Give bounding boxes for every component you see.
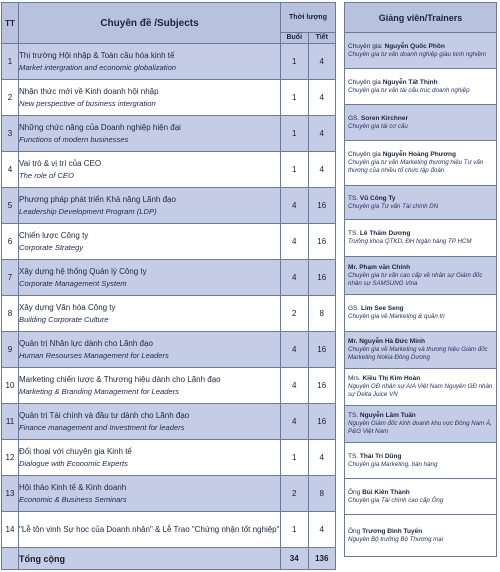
- subject-en: Economic & Business Seminars: [19, 494, 127, 504]
- trainer-name-line: [348, 115, 493, 123]
- subject-vn: Xây dựng hệ thống Quản lý Công ty: [19, 266, 147, 276]
- trainer-prefix: Ông: [348, 527, 363, 535]
- sessions-cell: 4: [281, 368, 309, 404]
- subject-vn: Quản trị Nhân lực dành cho Lãnh đạo: [19, 338, 153, 348]
- trainer-name: Nguyễn Tất Thịnh: [382, 78, 438, 86]
- trainer-name-line: [348, 528, 493, 536]
- trainer-cell: [345, 443, 497, 479]
- subject-row: [2, 188, 336, 224]
- subject-row: [2, 476, 336, 512]
- trainer-row: [345, 105, 497, 141]
- trainer-desc: Nguyên Giám đốc kinh doanh khu vực Đông Nam Á, P&G Việt Nam: [348, 420, 492, 435]
- trainer-row: [345, 186, 497, 220]
- total-periods: 136: [308, 548, 336, 570]
- trainer-row: [345, 69, 497, 105]
- trainer-name: Kiều Thị Kim Hoàn: [362, 375, 421, 382]
- subject-cell: [19, 332, 281, 368]
- trainer-name-line: [348, 195, 493, 203]
- trainer-cell: [345, 295, 497, 332]
- periods-cell: 16: [308, 224, 336, 260]
- trainer-name: Thái Trí Dũng: [359, 452, 402, 460]
- subject-vn: Nhận thức mới về Kinh doanh hội nhập: [19, 86, 159, 96]
- sessions-cell: 4: [281, 404, 309, 440]
- trainer-name: Mr. Phạm văn Chính: [348, 263, 411, 271]
- trainer-prefix: TS.: [348, 194, 360, 202]
- subject-row: [2, 368, 336, 404]
- periods-cell: 8: [308, 476, 336, 512]
- trainer-name: Lê Thẩm Dương: [359, 230, 411, 237]
- trainer-name-line: [348, 375, 493, 383]
- subject-row: [2, 260, 336, 296]
- row-number: 11: [2, 404, 19, 440]
- trainer-name-line: [348, 305, 493, 313]
- trainer-desc: Chuyên gia Tài chính cao cấp Ông: [348, 496, 444, 504]
- trainer-prefix: TS.: [348, 452, 360, 460]
- row-number: 3: [2, 116, 19, 152]
- trainer-desc: Chuyên gia tư vấn Marketing thương hiệu Tư vấn thương của nhiều tổ chức tập đoàn: [348, 159, 484, 174]
- trainer-row: [345, 141, 497, 186]
- subject-vn: Những chức năng của Doanh nghiệp hiện đại: [19, 122, 181, 132]
- subject-row: [2, 440, 336, 476]
- subject-vn: Xây dựng Văn hóa Công ty: [19, 302, 116, 312]
- trainer-prefix: Chuyên gia: [348, 78, 383, 86]
- trainer-name-line: [348, 338, 493, 346]
- sessions-cell: 1: [281, 44, 309, 80]
- trainer-name-line: [348, 264, 493, 272]
- subject-en: Finance management and Investment for leaders: [19, 422, 185, 432]
- subject-vn: Quản trị Tài chính và đầu tư dành cho Lãnh đạo: [19, 410, 190, 420]
- trainer-prefix: GS.: [348, 114, 362, 122]
- trainer-desc: Chuyên gia tư vấn doanh nghiệp giàu kinh nghiệm: [348, 50, 487, 58]
- trainer-desc: Chuyên gia tư vấn cao cấp về nhân sự Giám đốc nhân sự SAMSUNG Vina: [348, 271, 483, 287]
- trainer-row: [345, 332, 497, 369]
- subject-cell: [19, 368, 281, 404]
- row-number: 6: [2, 224, 19, 260]
- trainer-desc: Nguyên GĐ nhân sự AIA Việt Nam Nguyên GĐ nhân sự Delta Juice VN: [348, 383, 493, 398]
- subject-vn: "Lễ tôn vinh Sự học của Doanh nhân" & Lễ Trao "Chứng nhận tốt nghiệp": [19, 524, 280, 534]
- subject-vn: Marketing chiến lược & Thương hiệu dành cho Lãnh đạo: [19, 374, 221, 384]
- trainer-name-line: [348, 79, 493, 87]
- trainer-cell: [345, 257, 497, 295]
- subject-en: Marketing & Branding Management for Leaders: [19, 386, 179, 396]
- trainer-desc: Chuyên gia về Marketing & quản trị: [348, 313, 445, 320]
- subject-cell: [19, 44, 281, 80]
- trainer-cell: [345, 332, 497, 369]
- trainer-row: [345, 220, 497, 257]
- subject-row: [2, 224, 336, 260]
- sessions-cell: 1: [281, 152, 309, 188]
- trainer-name-line: [348, 489, 493, 497]
- sessions-cell: 1: [281, 440, 309, 476]
- subject-cell: [19, 224, 281, 260]
- periods-cell: 4: [308, 440, 336, 476]
- trainer-prefix: TS.: [348, 412, 360, 419]
- trainer-name: Vũ Công Ty: [359, 194, 396, 202]
- row-number: 13: [2, 476, 19, 512]
- subject-cell: [19, 404, 281, 440]
- trainer-name: Lim See Seng: [361, 305, 404, 312]
- row-number: 1: [2, 44, 19, 80]
- trainer-prefix: GS.: [348, 305, 362, 312]
- periods-cell: 4: [308, 512, 336, 548]
- total-row: [2, 548, 336, 570]
- sessions-cell: 1: [281, 512, 309, 548]
- sessions-cell: 4: [281, 260, 309, 296]
- row-number: 12: [2, 440, 19, 476]
- row-number: 14: [2, 512, 19, 548]
- trainer-name-line: [348, 453, 493, 461]
- header-duration: Thời lượng: [281, 3, 336, 33]
- subject-cell: [19, 512, 281, 548]
- trainer-prefix: Chuyên gia: [348, 151, 383, 158]
- trainer-name: Bùi Kiên Thành: [362, 488, 410, 496]
- subject-row: [2, 116, 336, 152]
- trainer-desc: Chuyên gia tái cơ cấu: [348, 122, 408, 130]
- periods-cell: 16: [308, 332, 336, 368]
- subject-cell: [19, 296, 281, 332]
- row-number: 5: [2, 188, 19, 224]
- subject-row: [2, 332, 336, 368]
- trainer-desc: Chuyên gia về Marketing và thương hiệu Giám đốc Marketing Nokia Đông Dương: [348, 346, 488, 361]
- trainer-name: Mr. Nguyễn Hà Đức Minh: [348, 338, 425, 345]
- subject-vn: Phương pháp phát triển Khả năng Lãnh đạo: [19, 194, 176, 204]
- sessions-cell: 4: [281, 332, 309, 368]
- subject-vn: Hội thảo Kinh tế & Kinh doanh: [19, 482, 127, 492]
- subject-en: Corporate Management System: [19, 278, 127, 288]
- trainers-table: [344, 2, 497, 557]
- sessions-cell: 4: [281, 224, 309, 260]
- header-sessions: Buổi: [281, 33, 309, 44]
- total-sessions: 34: [281, 548, 309, 570]
- trainer-cell: [345, 141, 497, 186]
- trainer-row: [345, 369, 497, 406]
- trainer-cell: [345, 406, 497, 443]
- periods-cell: 16: [308, 260, 336, 296]
- trainer-desc: Trưởng khoa QTKD, ĐH Ngân hàng TP HCM: [348, 238, 472, 245]
- trainer-name: Nguyễn Quốc Phồn: [384, 42, 445, 50]
- trainer-row: [345, 479, 497, 515]
- header-tt: TT: [2, 3, 19, 44]
- subject-en: The role of CEO: [19, 170, 74, 180]
- trainer-cell: [345, 105, 497, 141]
- periods-cell: 8: [308, 296, 336, 332]
- trainer-cell: [345, 186, 497, 220]
- subject-row: [2, 296, 336, 332]
- subject-cell: [19, 260, 281, 296]
- trainer-name: Nguyễn Hoàng Phương: [382, 151, 456, 158]
- periods-cell: 16: [308, 404, 336, 440]
- subject-en: Building Corporate Culture: [19, 314, 109, 324]
- trainer-row: [345, 443, 497, 479]
- subject-row: [2, 404, 336, 440]
- trainer-prefix: Ông: [348, 488, 363, 496]
- trainer-row: [345, 257, 497, 295]
- subject-en: Leadership Development Program (LDP): [19, 206, 157, 216]
- trainer-name-line: [348, 230, 493, 238]
- subject-cell: [19, 152, 281, 188]
- subject-en: New perspective of business intergration: [19, 98, 156, 108]
- subject-en: Functions of modern businesses: [19, 134, 129, 144]
- subject-vn: Thị trường Hội nhập & Toàn cầu hóa kinh tế: [19, 50, 175, 60]
- subjects-body: [2, 44, 336, 548]
- periods-cell: 4: [308, 80, 336, 116]
- subject-vn: Vai trò & vị trí của CEO: [19, 158, 102, 168]
- subject-cell: [19, 440, 281, 476]
- header-subject: Chuyên đề /Subjects: [19, 3, 281, 44]
- subject-cell: [19, 116, 281, 152]
- subjects-table: [1, 2, 336, 570]
- trainer-row: [345, 295, 497, 332]
- header-periods: Tiết: [308, 33, 336, 44]
- periods-cell: 16: [308, 188, 336, 224]
- trainer-cell: [345, 220, 497, 257]
- row-number: 9: [2, 332, 19, 368]
- trainer-desc: Chuyên gia Marketing, bán hàng: [348, 460, 438, 468]
- subject-row: [2, 44, 336, 80]
- subject-vn: Đối thoại với chuyên gia Kinh tế: [19, 446, 132, 456]
- periods-cell: 4: [308, 44, 336, 80]
- periods-cell: 4: [308, 152, 336, 188]
- subject-cell: [19, 476, 281, 512]
- row-number: 10: [2, 368, 19, 404]
- trainer-cell: [345, 69, 497, 105]
- row-number: 8: [2, 296, 19, 332]
- trainer-row: [345, 515, 497, 557]
- trainer-desc: Nguyên Bộ trưởng Bộ Thương mại: [348, 535, 444, 543]
- subject-cell: [19, 188, 281, 224]
- trainer-name: Nguyễn Lâm Tuấn: [359, 412, 416, 419]
- trainers-header: Giảng viên/Trainers: [345, 3, 497, 33]
- trainer-row: [345, 406, 497, 443]
- trainer-name-line: [348, 412, 493, 420]
- sessions-cell: 4: [281, 188, 309, 224]
- row-number: 4: [2, 152, 19, 188]
- trainer-desc: Chuyên gia tư vấn tái cấu trúc doanh nghiệp: [348, 86, 470, 94]
- subject-row: [2, 152, 336, 188]
- row-number: 2: [2, 80, 19, 116]
- periods-cell: 16: [308, 368, 336, 404]
- trainer-cell: [345, 479, 497, 515]
- subject-en: Market intergration and economic globalization: [19, 62, 177, 72]
- trainer-name: Trương Đình Tuyển: [362, 527, 423, 535]
- trainer-name-line: [348, 43, 493, 51]
- row-number: 7: [2, 260, 19, 296]
- subject-en: Corporate Strategy: [19, 242, 84, 252]
- subject-en: Human Resourses Management for Leaders: [19, 350, 169, 360]
- total-label: Tổng cộng: [19, 548, 281, 570]
- subject-cell: [19, 80, 281, 116]
- trainer-prefix: Mrs.: [348, 375, 363, 382]
- sessions-cell: 2: [281, 476, 309, 512]
- trainers-body: [345, 33, 497, 557]
- sessions-cell: 1: [281, 80, 309, 116]
- trainer-cell: [345, 369, 497, 406]
- trainer-name: Soren Kirchner: [361, 114, 408, 122]
- subject-vn: Chiến lược Công ty: [19, 230, 89, 240]
- trainer-cell: [345, 33, 497, 69]
- trainer-name-line: [348, 151, 493, 159]
- subject-row: [2, 80, 336, 116]
- subject-row: [2, 512, 336, 548]
- periods-cell: 4: [308, 116, 336, 152]
- trainer-desc: Chuyên gia Tư vấn Tài chính DN: [348, 202, 439, 210]
- trainer-prefix: TS.: [348, 230, 360, 237]
- trainer-prefix: Chuyên gia:: [348, 42, 385, 50]
- trainer-cell: [345, 515, 497, 557]
- subject-en: Dialogue with Economic Experts: [19, 458, 128, 468]
- sessions-cell: 2: [281, 296, 309, 332]
- sessions-cell: 1: [281, 116, 309, 152]
- trainer-row: [345, 33, 497, 69]
